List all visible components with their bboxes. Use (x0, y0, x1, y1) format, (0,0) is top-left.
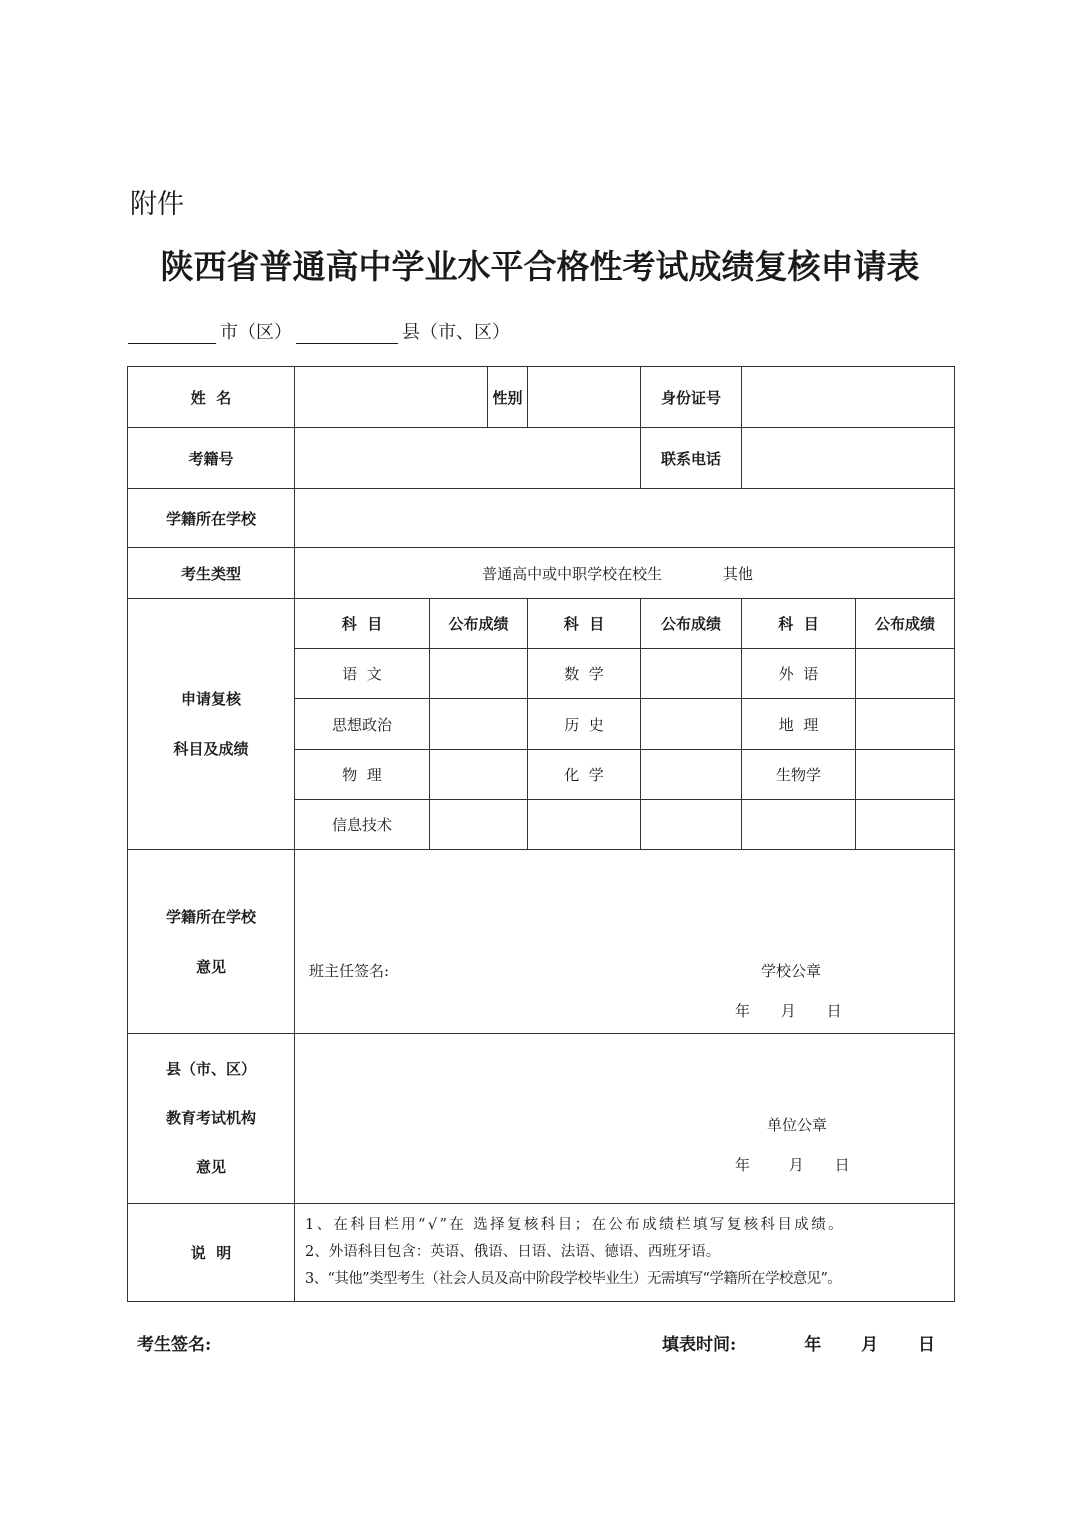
note-line: 3、“其他”类型考生（社会人员及高中阶段学校毕业生）无需填写“学籍所在学校意见”。 (305, 1271, 842, 1287)
county-opinion-label-line3: 意见 (195, 1158, 226, 1176)
subject-header: 科 目 (528, 599, 641, 649)
region-line (128, 318, 510, 344)
student-signature-label: 考生签名: (137, 1335, 212, 1355)
score-cell[interactable] (856, 649, 955, 699)
table-row (128, 599, 955, 649)
gender-field[interactable] (528, 367, 641, 428)
notes-content (295, 1204, 955, 1302)
date-day: 日 (826, 1002, 842, 1020)
subject-header: 科 目 (295, 599, 430, 649)
subject-cell[interactable]: 思想政治 (295, 699, 430, 750)
type-option-in-school[interactable]: 普通高中或中职学校在校生 (482, 564, 663, 583)
score-cell[interactable] (430, 800, 528, 850)
exam-number-label: 考籍号 (128, 428, 295, 489)
subject-cell[interactable] (528, 800, 641, 850)
subject-cell[interactable]: 地 理 (742, 699, 856, 750)
form-title: 陕西省普通高中学业水平合格性考试成绩复核申请表 (160, 247, 920, 286)
unit-seal-label: 单位公章 (767, 1116, 828, 1134)
date-year: 年 (735, 1156, 751, 1174)
table-row (128, 850, 955, 1034)
id-number-field[interactable] (742, 367, 955, 428)
school-field[interactable] (295, 489, 955, 548)
review-label-line1: 申请复核 (180, 690, 241, 708)
score-cell[interactable] (430, 649, 528, 699)
date-month: 月 (861, 1335, 879, 1355)
date-year: 年 (804, 1335, 822, 1355)
county-suffix: 县（市、区） (402, 322, 510, 343)
type-option-other[interactable]: 其他 (722, 564, 753, 583)
city-blank[interactable] (128, 319, 216, 344)
note-line: 1、在科目栏用“√”在 选择复核科目；在公布成绩栏填写复核科目成绩。 (305, 1217, 845, 1233)
score-cell[interactable] (430, 699, 528, 750)
county-blank[interactable] (296, 319, 398, 344)
date-month: 月 (788, 1156, 804, 1174)
county-date (735, 1154, 850, 1175)
county-opinion-label (128, 1034, 295, 1204)
fill-time-row (662, 1330, 935, 1355)
student-type-options (295, 548, 955, 599)
subject-cell[interactable] (742, 800, 856, 850)
county-opinion-label-line2: 教育考试机构 (165, 1109, 256, 1127)
table-row (128, 1204, 955, 1302)
fill-time-label: 填表时间: (662, 1335, 737, 1355)
subject-header: 科 目 (742, 599, 856, 649)
school-seal-label: 学校公章 (761, 962, 822, 980)
school-date (735, 1000, 842, 1021)
score-cell[interactable] (641, 649, 742, 699)
city-suffix: 市（区） (220, 322, 292, 343)
table-row (128, 428, 955, 489)
application-table (127, 366, 955, 1302)
score-header: 公布成绩 (641, 599, 742, 649)
county-opinion-field[interactable] (295, 1034, 955, 1204)
id-number-label: 身份证号 (641, 367, 742, 428)
table-row (128, 489, 955, 548)
subject-cell[interactable]: 化 学 (528, 750, 641, 800)
school-opinion-label-line1: 学籍所在学校 (165, 907, 256, 926)
date-month: 月 (780, 1002, 796, 1020)
score-cell[interactable] (641, 699, 742, 750)
table-row (128, 1034, 955, 1204)
subject-cell[interactable]: 历 史 (528, 699, 641, 750)
subject-cell[interactable]: 物 理 (295, 750, 430, 800)
date-year: 年 (735, 1002, 751, 1020)
phone-label: 联系电话 (641, 428, 742, 489)
date-day: 日 (918, 1335, 936, 1355)
school-label: 学籍所在学校 (128, 489, 295, 548)
subject-cell[interactable]: 数 学 (528, 649, 641, 699)
subject-cell[interactable]: 外 语 (742, 649, 856, 699)
score-cell[interactable] (430, 750, 528, 800)
school-opinion-label-line2: 意见 (195, 957, 226, 976)
subject-cell[interactable]: 生物学 (742, 750, 856, 800)
score-header: 公布成绩 (430, 599, 528, 649)
subject-cell[interactable]: 语 文 (295, 649, 430, 699)
gender-label: 性别 (488, 367, 528, 428)
name-field[interactable] (295, 367, 488, 428)
subject-cell[interactable]: 信息技术 (295, 800, 430, 850)
phone-field[interactable] (742, 428, 955, 489)
score-cell[interactable] (856, 800, 955, 850)
student-type-label: 考生类型 (128, 548, 295, 599)
school-opinion-label (128, 850, 295, 1034)
attachment-label: 附件 (130, 189, 184, 220)
county-opinion-label-line1: 县（市、区） (165, 1060, 256, 1078)
name-label: 姓 名 (128, 367, 295, 428)
score-cell[interactable] (856, 699, 955, 750)
exam-number-field[interactable] (295, 428, 641, 489)
note-line: 2、外语科目包含：英语、俄语、日语、法语、德语、西班牙语。 (305, 1244, 721, 1260)
teacher-signature-label: 班主任签名: (309, 962, 390, 980)
score-header: 公布成绩 (856, 599, 955, 649)
score-cell[interactable] (856, 750, 955, 800)
score-cell[interactable] (641, 750, 742, 800)
school-opinion-field[interactable] (295, 850, 955, 1034)
notes-label: 说 明 (128, 1204, 295, 1302)
review-label-line2: 科目及成绩 (173, 740, 249, 758)
date-day: 日 (834, 1156, 850, 1174)
table-row (128, 548, 955, 599)
table-row (128, 367, 955, 428)
score-cell[interactable] (641, 800, 742, 850)
review-subjects-label (128, 599, 295, 850)
